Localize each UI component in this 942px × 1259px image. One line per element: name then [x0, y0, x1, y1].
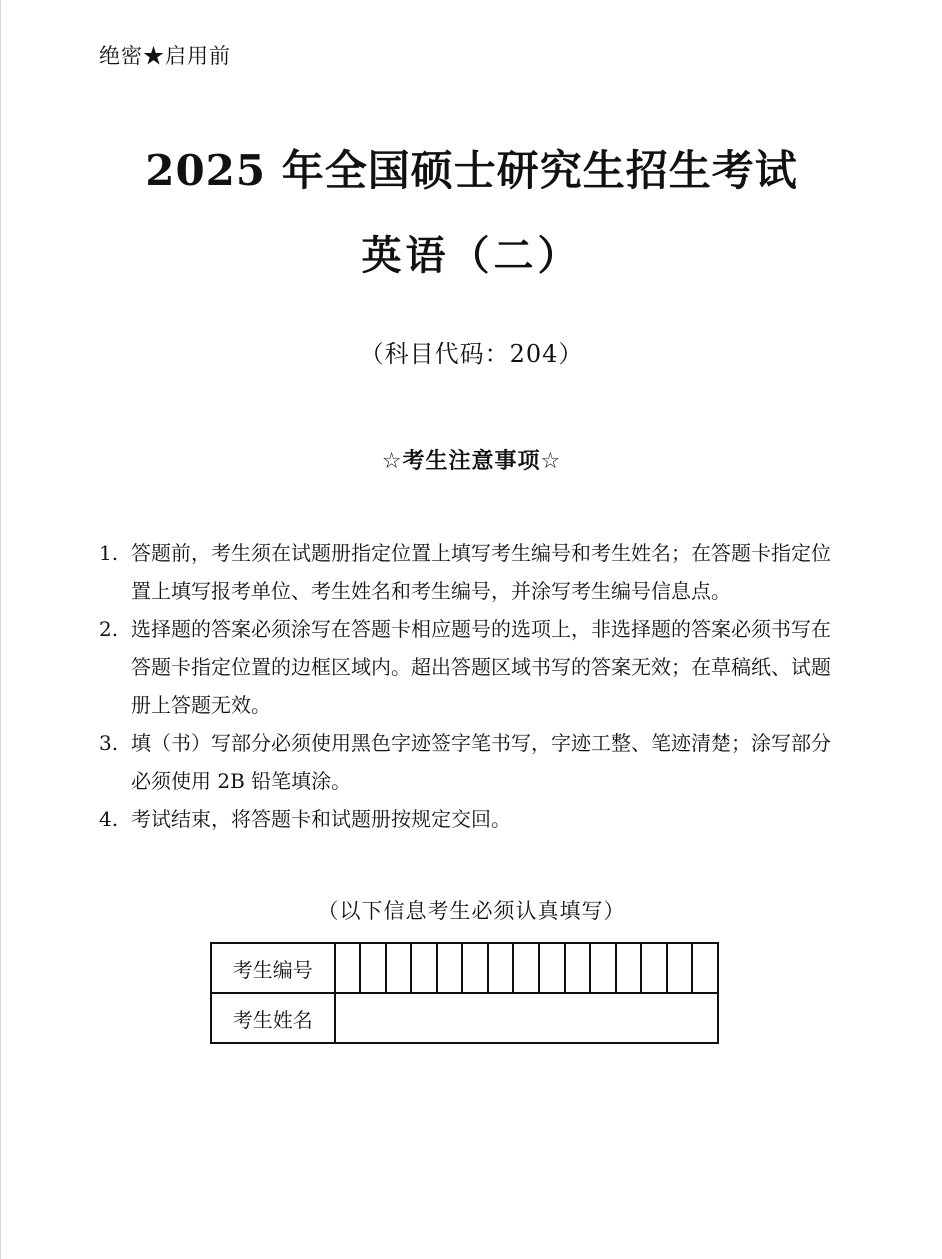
candidate-number-digit-box[interactable] [667, 943, 693, 993]
candidate-number-label: 考生编号 [211, 943, 335, 993]
instruction-item [99, 610, 831, 724]
instruction-item [99, 800, 831, 838]
info-form-note: （以下信息考生必须认真填写） [317, 899, 626, 923]
candidate-number-digit-box[interactable] [539, 943, 565, 993]
candidate-number-digit-box[interactable] [360, 943, 386, 993]
subject-code: （科目代码：204） [359, 340, 584, 368]
instruction-number: 4. [99, 807, 119, 831]
confidentiality-mark: 绝密★启用前 [99, 44, 231, 68]
exam-title: 2025 年全国硕士研究生招生考试 [145, 146, 798, 195]
candidate-number-digit-box[interactable] [565, 943, 591, 993]
candidate-name-label: 考生姓名 [211, 993, 335, 1043]
instruction-number: 2. [99, 617, 119, 641]
candidate-number-digit-box[interactable] [411, 943, 437, 993]
candidate-number-digit-box[interactable] [590, 943, 616, 993]
candidate-name-row [211, 993, 718, 1043]
candidate-number-digit-box[interactable] [386, 943, 412, 993]
candidate-number-digit-box[interactable] [437, 943, 463, 993]
instruction-text: 考试结束，将答题卡和试题册按规定交回。 [131, 807, 511, 831]
candidate-number-digit-box[interactable] [462, 943, 488, 993]
instruction-text: 选择题的答案必须涂写在答题卡相应题号的选项上，非选择题的答案必须书写在答题卡指定位置的边框区域内。超出答题区域书写的答案无效；在草稿纸、试题册上答题无效。 [131, 617, 831, 717]
instruction-item [99, 534, 831, 610]
candidate-number-digit-box[interactable] [488, 943, 514, 993]
candidate-number-digit-box[interactable] [641, 943, 667, 993]
candidate-name-field[interactable] [335, 993, 718, 1043]
instruction-text: 填（书）写部分必须使用黑色字迹签字笔书写，字迹工整、笔迹清楚；涂写部分必须使用 2B 铅笔填涂。 [131, 731, 831, 793]
candidate-info-table [210, 942, 719, 1044]
instruction-number: 3. [99, 731, 119, 755]
instruction-list [99, 534, 831, 838]
exam-subject: 英语（二） [361, 233, 582, 279]
instruction-text: 答题前，考生须在试题册指定位置上填写考生编号和考生姓名；在答题卡指定位置上填写报考单位、考生姓名和考生编号，并涂写考生编号信息点。 [131, 541, 831, 603]
notice-heading: ☆考生注意事项☆ [381, 449, 562, 474]
candidate-number-digit-box[interactable] [692, 943, 718, 993]
instruction-number: 1. [99, 541, 119, 565]
candidate-number-digit-box[interactable] [335, 943, 361, 993]
instruction-item [99, 724, 831, 800]
candidate-number-digit-box[interactable] [616, 943, 642, 993]
candidate-number-digit-box[interactable] [513, 943, 539, 993]
candidate-number-row [211, 943, 718, 993]
